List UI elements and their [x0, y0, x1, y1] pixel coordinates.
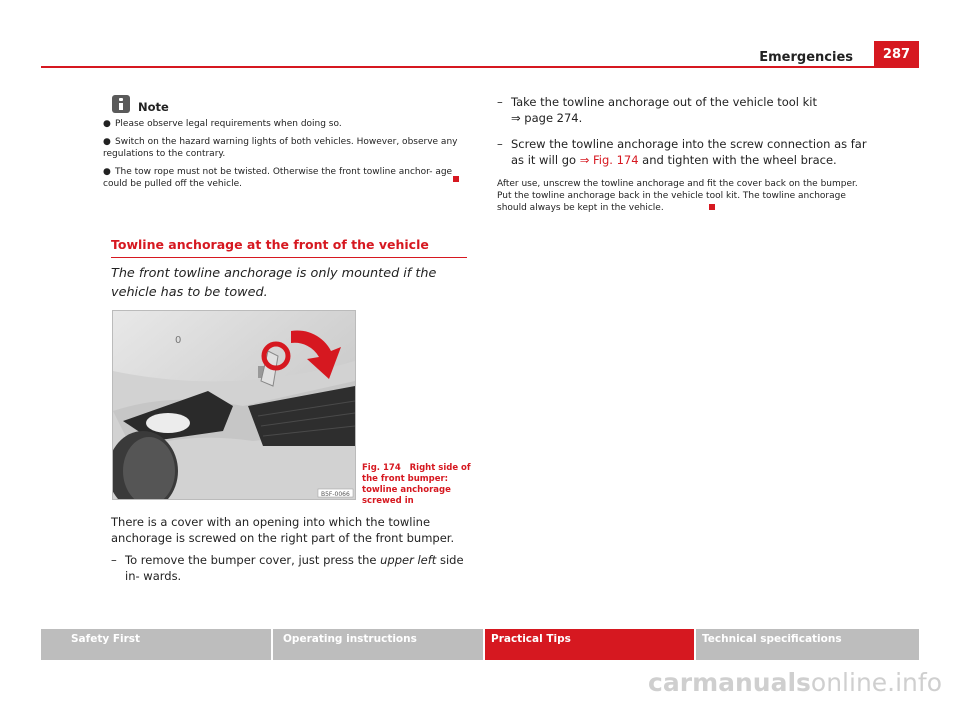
after-use-paragraph: After use, unscrew the towline anchorage and fit the cover back on the bumper. Put the towline anchorage back in the vehicle tool kit. The towline anchorage should always be kept in the vehicle.: [497, 179, 858, 213]
section-end-marker: [453, 176, 459, 182]
page-reference-link[interactable]: ⇒ page 274.: [511, 111, 583, 125]
info-icon: [112, 95, 130, 113]
step-emphasis: upper left: [380, 553, 437, 567]
header-rule: [41, 66, 919, 68]
note-label: Note: [138, 100, 169, 114]
section-intro: The front towline anchorage is only mounted if the vehicle has to be towed.: [111, 266, 437, 300]
tab-operating-instructions[interactable]: Operating instructions: [273, 629, 483, 660]
figure-caption-text: Right side of the front bumper: towline anchorage screwed in: [362, 463, 471, 506]
figure-caption: [362, 463, 472, 507]
right-column: [497, 94, 867, 214]
step-text: Screw the towline anchorage into the screw connection as far as it will go: [511, 137, 867, 167]
tab-technical-specifications[interactable]: Technical specifications: [696, 629, 919, 660]
figure-number: Fig. 174: [362, 463, 401, 473]
figure-code: B5F-0066: [321, 491, 350, 498]
instruction-step: – To remove the bumper cover, just press the upper left side in- wards.: [111, 553, 464, 583]
tab-practical-tips[interactable]: Practical Tips: [485, 629, 694, 660]
instruction-step: – Screw the towline anchorage into the screw connection as far as it will go ⇒ Fig. 174 and tighten with the wheel brace.: [497, 137, 867, 167]
note-item: ● The tow rope must not be twisted. Otherwise the front towline anchor- age could be pulled off the vehicle.: [103, 167, 453, 189]
note-item: ● Please observe legal requirements when doing so.: [103, 119, 342, 129]
note-item: ● Switch on the hazard warning lights of both vehicles. However, observe any regulations to the contrary.: [103, 137, 458, 159]
figure-reference-link[interactable]: ⇒ Fig. 174: [579, 153, 639, 167]
section-title: Towline anchorage at the front of the vehicle: [111, 237, 467, 258]
footer-nav: [41, 629, 919, 660]
page-header-title: Emergencies: [759, 50, 853, 65]
step-text: and tighten with the wheel brace.: [638, 153, 837, 167]
tab-safety-first[interactable]: Safety First: [41, 629, 271, 660]
figure-bumper-image: [112, 310, 356, 500]
svg-text:0: 0: [175, 335, 182, 346]
note-list: [103, 118, 459, 190]
watermark: carmanualsonline.info: [648, 668, 942, 697]
instruction-step: – Take the towline anchorage out of the vehicle tool kit ⇒ page 274.: [497, 95, 817, 125]
note-heading: [112, 94, 468, 114]
step-text: To remove the bumper cover, just press the: [125, 553, 381, 567]
section-end-marker: [709, 204, 715, 210]
page-number: 287: [874, 41, 919, 68]
step-text: side in- wards.: [125, 553, 464, 583]
left-column: [103, 94, 471, 583]
body-paragraph: There is a cover with an opening into which the towline anchorage is screwed on the right part of the front bumper.: [111, 515, 455, 545]
step-text: Take the towline anchorage out of the vehicle tool kit: [511, 95, 817, 109]
bumper-illustration: [113, 311, 355, 499]
